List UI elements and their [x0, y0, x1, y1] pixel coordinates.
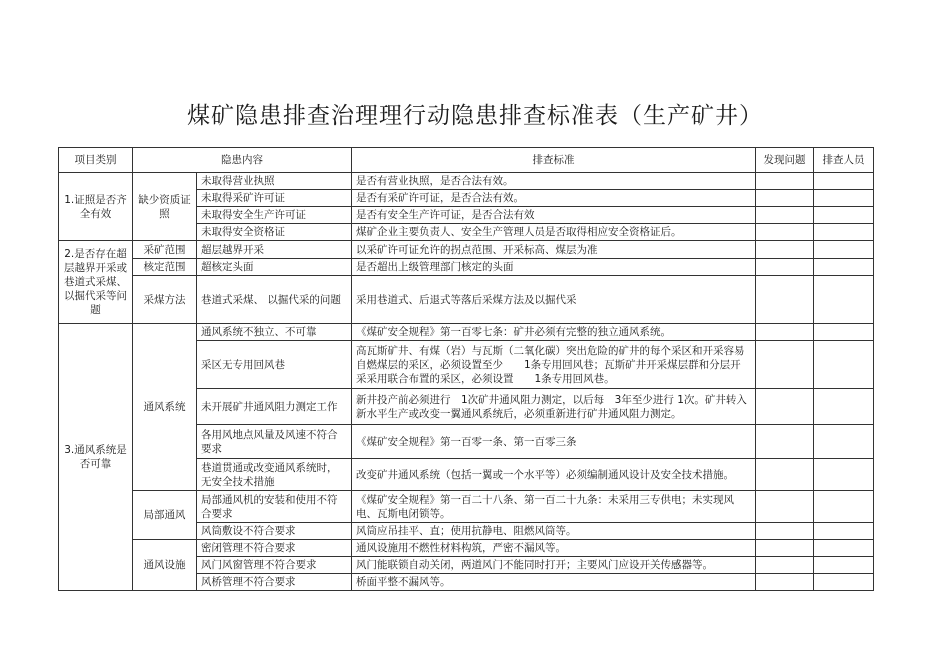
inspector-cell[interactable] [814, 523, 874, 540]
found-cell[interactable] [756, 276, 814, 324]
standard-cell: 《煤矿安全规程》第一百零七条：矿井必须有完整的独立通风系统。 [352, 324, 756, 341]
found-cell[interactable] [756, 207, 814, 224]
inspector-cell[interactable] [814, 241, 874, 259]
found-cell[interactable] [756, 224, 814, 241]
subcategory-cell: 通风设施 [133, 540, 197, 591]
inspector-cell[interactable] [814, 190, 874, 207]
inspector-cell[interactable] [814, 389, 874, 425]
found-cell[interactable] [756, 491, 814, 523]
standard-cell: 新井投产前必须进行 1次矿井通风阻力测定，以后每 3年至少进行 1次。矿井转入新水平生产或改变一翼通风系统后，必须重新进行矿井通风阻力测定。 [352, 389, 756, 425]
content-cell: 未开展矿井通风阻力测定工作 [197, 389, 352, 425]
standard-cell: 是否超出上级管理部门核定的头面 [352, 259, 756, 276]
category-cell: 2.是否存在超层越界开采或巷道式采煤、以掘代采等问题 [59, 241, 133, 324]
inspector-cell[interactable] [814, 173, 874, 190]
standard-cell: 桥面平整不漏风等。 [352, 574, 756, 591]
standard-cell: 采用巷道式、后退式等落后采煤方法及以掘代采 [352, 276, 756, 324]
category-cell: 3.通风系统是否可靠 [59, 324, 133, 591]
standard-cell: 《煤矿安全规程》第一百二十八条、第一百二十九条：未采用三专供电；未实现风电、瓦斯电闭锁等。 [352, 491, 756, 523]
found-cell[interactable] [756, 574, 814, 591]
inspector-cell[interactable] [814, 491, 874, 523]
content-cell: 风筒敷设不符合要求 [197, 523, 352, 540]
content-cell: 未取得安全生产许可证 [197, 207, 352, 224]
found-cell[interactable] [756, 557, 814, 574]
inspector-cell[interactable] [814, 324, 874, 341]
subcategory-cell: 缺少资质证照 [133, 173, 197, 241]
standard-cell: 是否有营业执照，是否合法有效。 [352, 173, 756, 190]
inspector-cell[interactable] [814, 224, 874, 241]
table-row [59, 491, 874, 523]
found-cell[interactable] [756, 190, 814, 207]
inspector-cell[interactable] [814, 540, 874, 557]
content-cell: 未取得采矿许可证 [197, 190, 352, 207]
subcategory-cell: 采矿范围 [133, 241, 197, 259]
standard-cell: 通风设施用不燃性材料构筑，严密不漏风等。 [352, 540, 756, 557]
found-cell[interactable] [756, 425, 814, 459]
category-cell: 1.证照是否齐全有效 [59, 173, 133, 241]
content-cell: 未取得安全资格证 [197, 224, 352, 241]
found-cell[interactable] [756, 241, 814, 259]
table-row [59, 324, 874, 341]
header-row [59, 148, 874, 173]
standard-cell: 煤矿企业主要负责人、安全生产管理人员是否取得相应安全资格证后。 [352, 224, 756, 241]
header-inspector: 排查人员 [814, 148, 874, 173]
inspector-cell[interactable] [814, 557, 874, 574]
subcategory-cell: 采煤方法 [133, 276, 197, 324]
content-cell: 未取得营业执照 [197, 173, 352, 190]
table-row [59, 241, 874, 259]
page-title: 煤矿隐患排查治理理行动隐患排查标准表（生产矿井） [187, 103, 763, 129]
standard-cell: 改变矿井通风系统（包括一翼或一个水平等）必须编制通风设计及安全技术措施。 [352, 459, 756, 491]
header-content: 隐患内容 [133, 148, 352, 173]
content-cell: 各用风地点风量及风速不符合要求 [197, 425, 352, 459]
inspection-table [58, 147, 874, 591]
table-row [59, 540, 874, 557]
content-cell: 超核定头面 [197, 259, 352, 276]
table-row [59, 173, 874, 190]
header-standard: 排查标准 [352, 148, 756, 173]
standard-cell: 风门能联锁自动关闭，两道风门不能同时打开；主要风门应设开关传感器等。 [352, 557, 756, 574]
content-cell: 采区无专用回风巷 [197, 341, 352, 389]
inspector-cell[interactable] [814, 459, 874, 491]
content-cell: 风桥管理不符合要求 [197, 574, 352, 591]
found-cell[interactable] [756, 540, 814, 557]
subcategory-cell: 局部通风 [133, 491, 197, 540]
content-cell: 超层越界开采 [197, 241, 352, 259]
found-cell[interactable] [756, 523, 814, 540]
content-cell: 密闭管理不符合要求 [197, 540, 352, 557]
subcategory-cell: 核定范围 [133, 259, 197, 276]
content-cell: 巷道式采煤、 以掘代采的问题 [197, 276, 352, 324]
found-cell[interactable] [756, 324, 814, 341]
inspector-cell[interactable] [814, 574, 874, 591]
content-cell: 通风系统不独立、不可靠 [197, 324, 352, 341]
standard-cell: 以采矿许可证允许的拐点范围、开采标高、煤层为准 [352, 241, 756, 259]
inspector-cell[interactable] [814, 341, 874, 389]
header-category: 项目类别 [59, 148, 133, 173]
inspector-cell[interactable] [814, 259, 874, 276]
found-cell[interactable] [756, 459, 814, 491]
table-row [59, 259, 874, 276]
standard-cell: 风筒应吊挂平、直；使用抗静电、阻燃风筒等。 [352, 523, 756, 540]
header-found: 发现问题 [756, 148, 814, 173]
inspector-cell[interactable] [814, 207, 874, 224]
found-cell[interactable] [756, 259, 814, 276]
found-cell[interactable] [756, 341, 814, 389]
subcategory-cell: 通风系统 [133, 324, 197, 491]
standard-cell: 是否有安全生产许可证，是否合法有效 [352, 207, 756, 224]
found-cell[interactable] [756, 389, 814, 425]
found-cell[interactable] [756, 173, 814, 190]
inspector-cell[interactable] [814, 276, 874, 324]
standard-cell: 高瓦斯矿井、有煤（岩）与瓦斯（二氧化碳）突出危险的矿井的每个采区和开采容易自燃煤层的采区，必须设置至少 1条专用回风巷；瓦斯矿井开采煤层群和分层开采采用联合布置的采区，必须设置 1条专用回风巷。 [352, 341, 756, 389]
content-cell: 风门风窗管理不符合要求 [197, 557, 352, 574]
inspector-cell[interactable] [814, 425, 874, 459]
standard-cell: 是否有采矿许可证，是否合法有效。 [352, 190, 756, 207]
content-cell: 巷道贯通或改变通风系统时，无安全技术措施 [197, 459, 352, 491]
table-row [59, 276, 874, 324]
standard-cell: 《煤矿安全规程》第一百零一条、第一百零三条 [352, 425, 756, 459]
content-cell: 局部通风机的安装和使用不符合要求 [197, 491, 352, 523]
